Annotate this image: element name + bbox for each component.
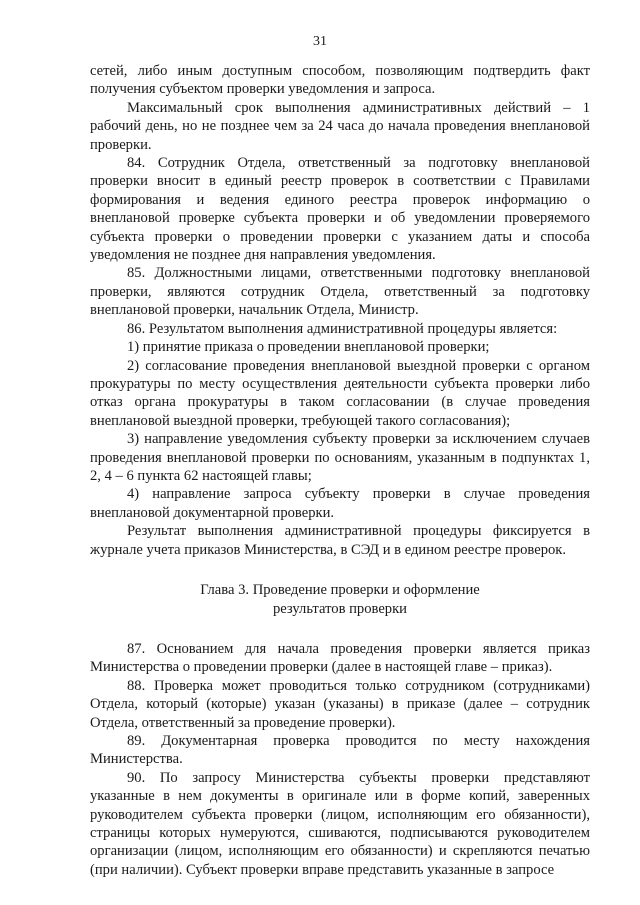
paragraph-86: 86. Результатом выполнения административной процедуры является: (127, 320, 558, 337)
paragraph-89: 89. Документарная проверка проводится по месту нахождения Министерства. (90, 733, 590, 768)
list-item-4: 4) направление запроса субъекту проверки в случае проведения внеплановой документарной проверки. (90, 486, 590, 521)
paragraph-88: 88. Проверка может проводиться только сотрудником (сотрудниками) Отдела, который (которые) указан (указаны) в приказе (далее – сотрудник Отдела, ответственный за проведение проверки). (90, 677, 590, 731)
paragraph-87: 87. Основанием для начала проведения проверки является приказ Министерства о проведении проверки (далее в настоящей главе – приказ). (90, 640, 590, 676)
paragraph-84: 84. Сотрудник Отдела, ответственный за подготовку внеплановой проверки вносит в единый реестр проверок в соответствии с Правилами формирования и ведения единого реестра проверок информацию о внеплановой проверке субъекта проверки и об уведомлении проверяемого субъекта проверки о проведении проверки с указанием даты и способа уведомления не позднее дня направления уведомления. (90, 155, 590, 264)
paragraph-result: Результат выполнения административной процедуры фиксируется в журнале учета приказов Министерства, в СЭД и в едином реестре проверок. (90, 523, 590, 558)
chapter-heading-line-1: Глава 3. Проведение проверки и оформление (200, 581, 480, 598)
list-item-2: 2) согласование проведения внеплановой выездной проверки с органом прокуратуры по месту осуществления деятельности субъекта проверки либо отказ органа прокуратуры в таком согласовании (в случае проведения внеплановой выездной проверки, требующей такого согласования); (90, 357, 590, 429)
chapter-heading-line-2: результатов проверки (272, 600, 407, 617)
list-item-3: 3) направление уведомления субъекту проверки за исключением случаев проведения внеплановой проверки по основаниям, указанным в подпунктах 1, 2, 4 – 6 пункта 62 настоящей главы; (90, 431, 590, 484)
page-number: 31 (313, 34, 327, 49)
paragraph-85: 85. Должностными лицами, ответственными подготовку внеплановой проверки, являются сотрудник Отдела, ответственный за подготовку внеплановой проверки, начальник Отдела, Министр. (90, 265, 590, 319)
document-body (90, 62, 590, 879)
paragraph-deadline: Максимальный срок выполнения административных действий – 1 рабочий день, но не позднее чем за 24 часа до начала проведения внеплановой проверки. (90, 99, 590, 153)
paragraph-90: 90. По запросу Министерства субъекты проверки представляют указанные в нем документы в оригинале или в форме копий, заверенных руководителем субъекта проверки (лицом, исполняющим его обязанности), страницы которых нумеруются, сшиваются, подписываются руководителем организации (лицом, исполняющим его обязанности) и скрепляются печатью (при наличии). Субъект проверки вправе представить указанные в запросе (90, 769, 590, 878)
list-item-1: 1) принятие приказа о проведении внеплановой проверки; (127, 339, 490, 356)
paragraph-continuation: сетей, либо иным доступным способом, позволяющим подтвердить факт получения субъектом проверки уведомления и запроса. (90, 63, 590, 98)
chapter-heading (90, 581, 590, 619)
